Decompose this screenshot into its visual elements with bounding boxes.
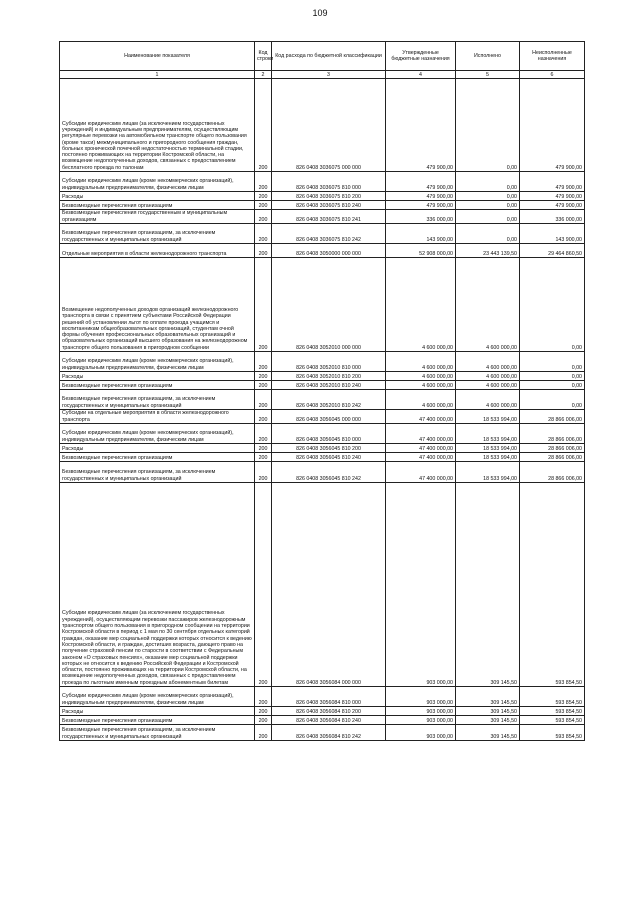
cell-executed: 0,00: [456, 192, 520, 201]
cell-budget-code: 826 0408 3036075 000 000: [272, 79, 386, 172]
header-unexecuted: Неисполненные назначения: [520, 42, 585, 71]
cell-executed: 4 600 000,00: [456, 352, 520, 372]
table-row: [60, 372, 585, 381]
cell-budget-code: 826 0408 3036075 810 240: [272, 201, 386, 210]
cell-executed: 309 145,50: [456, 725, 520, 741]
table-row: [60, 172, 585, 192]
table-row: [60, 462, 585, 483]
cell-name: Субсидии юридическим лицам (кроме некоммерческих организаций), индивидуальным предпринимателям, физическим лицам: [60, 424, 255, 444]
cell-approved: 336 000,00: [386, 210, 456, 224]
cell-name: Субсидии юридическим лицам (кроме некоммерческих организаций), индивидуальным предпринимателям, физическим лицам: [60, 352, 255, 372]
cell-row-code: 200: [255, 707, 272, 716]
cell-approved: 47 400 000,00: [386, 410, 456, 424]
cell-unexecuted: 479 900,00: [520, 201, 585, 210]
cell-name: Безвозмездные перечисления организациям, за исключением государственных и муниципальных организаций: [60, 725, 255, 741]
table-row: [60, 210, 585, 224]
cell-approved: 479 900,00: [386, 79, 456, 172]
cell-row-code: 200: [255, 79, 272, 172]
cell-name: Расходы: [60, 372, 255, 381]
cell-row-code: 200: [255, 444, 272, 453]
cell-budget-code: 826 0408 3056084 000 000: [272, 483, 386, 687]
cell-executed: 18 533 994,00: [456, 453, 520, 462]
cell-name: Субсидии юридическим лицам (за исключением государственных учреждений) и индивидуальным предпринимателям, осуществляющим регулярные перевозки на автомобильном транспорте общего пользования (кроме такси) межмуниципального и пригородного сообщения граждан, больных хронической почечной недостаточностью терминальной стадии, постоянно проживающих на территории Костромской области, на возмещение недополученных доходов, связанных с предоставлением бесплатного проезда по талонам: [60, 79, 255, 172]
cell-row-code: 200: [255, 390, 272, 410]
cell-unexecuted: 28 866 006,00: [520, 424, 585, 444]
column-number: 4: [386, 71, 456, 79]
cell-unexecuted: 479 900,00: [520, 79, 585, 172]
cell-unexecuted: 0,00: [520, 390, 585, 410]
cell-unexecuted: 479 900,00: [520, 172, 585, 192]
table-row: [60, 224, 585, 244]
header-budget-code: Код расхода по бюджетной классификации: [272, 42, 386, 71]
table-header-row: [60, 42, 585, 71]
cell-name: Безвозмездные перечисления государственным и муниципальным организациям: [60, 210, 255, 224]
table-row: [60, 352, 585, 372]
cell-executed: 18 533 994,00: [456, 424, 520, 444]
column-number-row: [60, 71, 585, 79]
cell-name: Безвозмездные перечисления организациям, за исключением государственных и муниципальных организаций: [60, 390, 255, 410]
cell-unexecuted: 593 854,50: [520, 687, 585, 707]
cell-name: Отдельные мероприятия в области железнодорожного транспорта: [60, 244, 255, 258]
cell-budget-code: 826 0408 3056045 810 000: [272, 424, 386, 444]
cell-name: Расходы: [60, 444, 255, 453]
cell-executed: 23 443 139,50: [456, 244, 520, 258]
cell-row-code: 200: [255, 372, 272, 381]
cell-unexecuted: 29 464 860,50: [520, 244, 585, 258]
cell-executed: 309 145,50: [456, 716, 520, 725]
cell-budget-code: 826 0408 3052010 000 000: [272, 258, 386, 352]
cell-unexecuted: 0,00: [520, 381, 585, 390]
cell-approved: 4 600 000,00: [386, 390, 456, 410]
cell-row-code: 200: [255, 687, 272, 707]
table-row: [60, 381, 585, 390]
cell-approved: 47 400 000,00: [386, 424, 456, 444]
cell-row-code: 200: [255, 424, 272, 444]
cell-row-code: 200: [255, 244, 272, 258]
table-row: [60, 483, 585, 687]
cell-executed: 0,00: [456, 79, 520, 172]
table-row: [60, 258, 585, 352]
table-row: [60, 453, 585, 462]
column-number: 1: [60, 71, 255, 79]
table-row: [60, 424, 585, 444]
table-row: [60, 716, 585, 725]
cell-approved: 4 600 000,00: [386, 352, 456, 372]
cell-row-code: 200: [255, 716, 272, 725]
cell-budget-code: 826 0408 3052010 810 000: [272, 352, 386, 372]
table-row: [60, 444, 585, 453]
cell-unexecuted: 0,00: [520, 258, 585, 352]
cell-unexecuted: 28 866 006,00: [520, 462, 585, 483]
cell-approved: 4 600 000,00: [386, 372, 456, 381]
cell-executed: 0,00: [456, 172, 520, 192]
cell-budget-code: 826 0408 3036075 810 000: [272, 172, 386, 192]
cell-name: Безвозмездные перечисления организациям: [60, 716, 255, 725]
cell-name: Возмещение недополученных доходов организаций железнодорожного транспорта в связи с принятием субъектами Российской Федерации решений об установлении льгот по оплате проезда учащимся и воспитанникам общеобразовательных организаций, студентам очной формы обучения профессиональных образовательных организаций и образовательных организаций высшего образования на железнодорожном транспорте общего пользования в пригородном сообщении: [60, 258, 255, 352]
cell-name: Субсидии юридическим лицам (кроме некоммерческих организаций), индивидуальным предпринимателям, физическим лицам: [60, 172, 255, 192]
cell-approved: 143 900,00: [386, 224, 456, 244]
cell-unexecuted: 593 854,50: [520, 725, 585, 741]
cell-row-code: 200: [255, 381, 272, 390]
cell-name: Безвозмездные перечисления организациям: [60, 201, 255, 210]
cell-unexecuted: 0,00: [520, 372, 585, 381]
cell-name: Расходы: [60, 192, 255, 201]
cell-unexecuted: 143 900,00: [520, 224, 585, 244]
table-row: [60, 687, 585, 707]
header-name: Наименование показателя: [60, 42, 255, 71]
cell-approved: 903 000,00: [386, 707, 456, 716]
cell-approved: 52 908 000,00: [386, 244, 456, 258]
cell-unexecuted: 593 854,50: [520, 707, 585, 716]
header-executed: Исполнено: [456, 42, 520, 71]
cell-unexecuted: 593 854,50: [520, 716, 585, 725]
cell-unexecuted: 0,00: [520, 352, 585, 372]
cell-approved: 903 000,00: [386, 725, 456, 741]
cell-budget-code: 826 0408 3036075 810 242: [272, 224, 386, 244]
cell-approved: 4 600 000,00: [386, 381, 456, 390]
cell-unexecuted: 28 866 006,00: [520, 410, 585, 424]
cell-row-code: 200: [255, 210, 272, 224]
cell-approved: 903 000,00: [386, 687, 456, 707]
table-row: [60, 244, 585, 258]
cell-budget-code: 826 0408 3052010 810 240: [272, 381, 386, 390]
cell-row-code: 200: [255, 192, 272, 201]
cell-budget-code: 826 0408 3052010 810 242: [272, 390, 386, 410]
cell-unexecuted: 336 000,00: [520, 210, 585, 224]
cell-row-code: 200: [255, 352, 272, 372]
cell-approved: 47 400 000,00: [386, 462, 456, 483]
cell-executed: 0,00: [456, 224, 520, 244]
cell-budget-code: 826 0408 3056045 000 000: [272, 410, 386, 424]
cell-name: Субсидии юридическим лицам (кроме некоммерческих организаций), индивидуальным предпринимателям, физическим лицам: [60, 687, 255, 707]
cell-executed: 18 533 994,00: [456, 462, 520, 483]
table-row: [60, 410, 585, 424]
cell-row-code: 200: [255, 258, 272, 352]
cell-executed: 4 600 000,00: [456, 390, 520, 410]
cell-approved: 47 400 000,00: [386, 444, 456, 453]
cell-name: Субсидии юридическим лицам (за исключением государственных учреждений), осуществляющим перевозки пассажиров железнодорожным транспортом общего пользования в пригородном сообщении на территории Костромской области в период с 1 мая по 30 сентября отдельных категорий граждан, оказание мер социальной поддержки которых относится к ведению Костромской области, и граждан, достигших возраста, дающего право на получение страховой пенсии по старости в соответствии с Федеральным законом «О страховых пенсиях», оказание мер социальной поддержки которых не относится к ведению Российской Федерации и Костромской области, постоянно проживающих на территории Костромской области, на возмещение недополученных доходов, связанных с предоставлением проезда по льготным именным проездным абонементным билетам: [60, 483, 255, 687]
cell-row-code: 200: [255, 224, 272, 244]
cell-approved: 903 000,00: [386, 483, 456, 687]
cell-budget-code: 826 0408 3056045 810 200: [272, 444, 386, 453]
column-number: 2: [255, 71, 272, 79]
column-number: 6: [520, 71, 585, 79]
cell-executed: 309 145,50: [456, 687, 520, 707]
cell-approved: 4 600 000,00: [386, 258, 456, 352]
cell-unexecuted: 593 854,50: [520, 483, 585, 687]
table-row: [60, 79, 585, 172]
budget-report-table: [59, 41, 585, 741]
header-row-code: Код строки: [255, 42, 272, 71]
cell-row-code: 200: [255, 453, 272, 462]
cell-budget-code: 826 0408 3056045 810 242: [272, 462, 386, 483]
cell-row-code: 200: [255, 483, 272, 687]
cell-name: Субсидии на отдельные мероприятия в области железнодорожного транспорта: [60, 410, 255, 424]
table-row: [60, 192, 585, 201]
cell-row-code: 200: [255, 725, 272, 741]
table-row: [60, 725, 585, 741]
cell-budget-code: 826 0408 3050000 000 000: [272, 244, 386, 258]
cell-executed: 0,00: [456, 201, 520, 210]
cell-name: Безвозмездные перечисления организациям, за исключением государственных и муниципальных организаций: [60, 462, 255, 483]
cell-budget-code: 826 0408 3056084 810 000: [272, 687, 386, 707]
page-number: 109: [312, 8, 328, 18]
cell-row-code: 200: [255, 410, 272, 424]
cell-name: Расходы: [60, 707, 255, 716]
header-approved: Утвержденные бюджетные назначения: [386, 42, 456, 71]
table-row: [60, 390, 585, 410]
cell-executed: 309 145,50: [456, 483, 520, 687]
table-row: [60, 707, 585, 716]
cell-executed: 18 533 994,00: [456, 410, 520, 424]
cell-name: Безвозмездные перечисления организациям, за исключением государственных и муниципальных организаций: [60, 224, 255, 244]
cell-unexecuted: 28 866 006,00: [520, 453, 585, 462]
cell-row-code: 200: [255, 172, 272, 192]
cell-name: Безвозмездные перечисления организациям: [60, 381, 255, 390]
cell-executed: 4 600 000,00: [456, 381, 520, 390]
cell-budget-code: 826 0408 3036075 810 241: [272, 210, 386, 224]
cell-approved: 479 900,00: [386, 172, 456, 192]
column-number: 3: [272, 71, 386, 79]
cell-budget-code: 826 0408 3052010 810 200: [272, 372, 386, 381]
cell-budget-code: 826 0408 3036075 810 200: [272, 192, 386, 201]
cell-row-code: 200: [255, 462, 272, 483]
cell-budget-code: 826 0408 3056084 810 240: [272, 716, 386, 725]
cell-approved: 47 400 000,00: [386, 453, 456, 462]
cell-name: Безвозмездные перечисления организациям: [60, 453, 255, 462]
cell-executed: 4 600 000,00: [456, 258, 520, 352]
cell-approved: 903 000,00: [386, 716, 456, 725]
cell-budget-code: 826 0408 3056084 810 200: [272, 707, 386, 716]
cell-executed: 18 533 994,00: [456, 444, 520, 453]
cell-budget-code: 826 0408 3056045 810 240: [272, 453, 386, 462]
cell-unexecuted: 28 866 006,00: [520, 444, 585, 453]
cell-row-code: 200: [255, 201, 272, 210]
column-number: 5: [456, 71, 520, 79]
cell-approved: 479 900,00: [386, 192, 456, 201]
table-row: [60, 201, 585, 210]
cell-budget-code: 826 0408 3056084 810 242: [272, 725, 386, 741]
cell-executed: 4 600 000,00: [456, 372, 520, 381]
cell-executed: 0,00: [456, 210, 520, 224]
cell-unexecuted: 479 900,00: [520, 192, 585, 201]
cell-approved: 479 900,00: [386, 201, 456, 210]
cell-executed: 309 145,50: [456, 707, 520, 716]
